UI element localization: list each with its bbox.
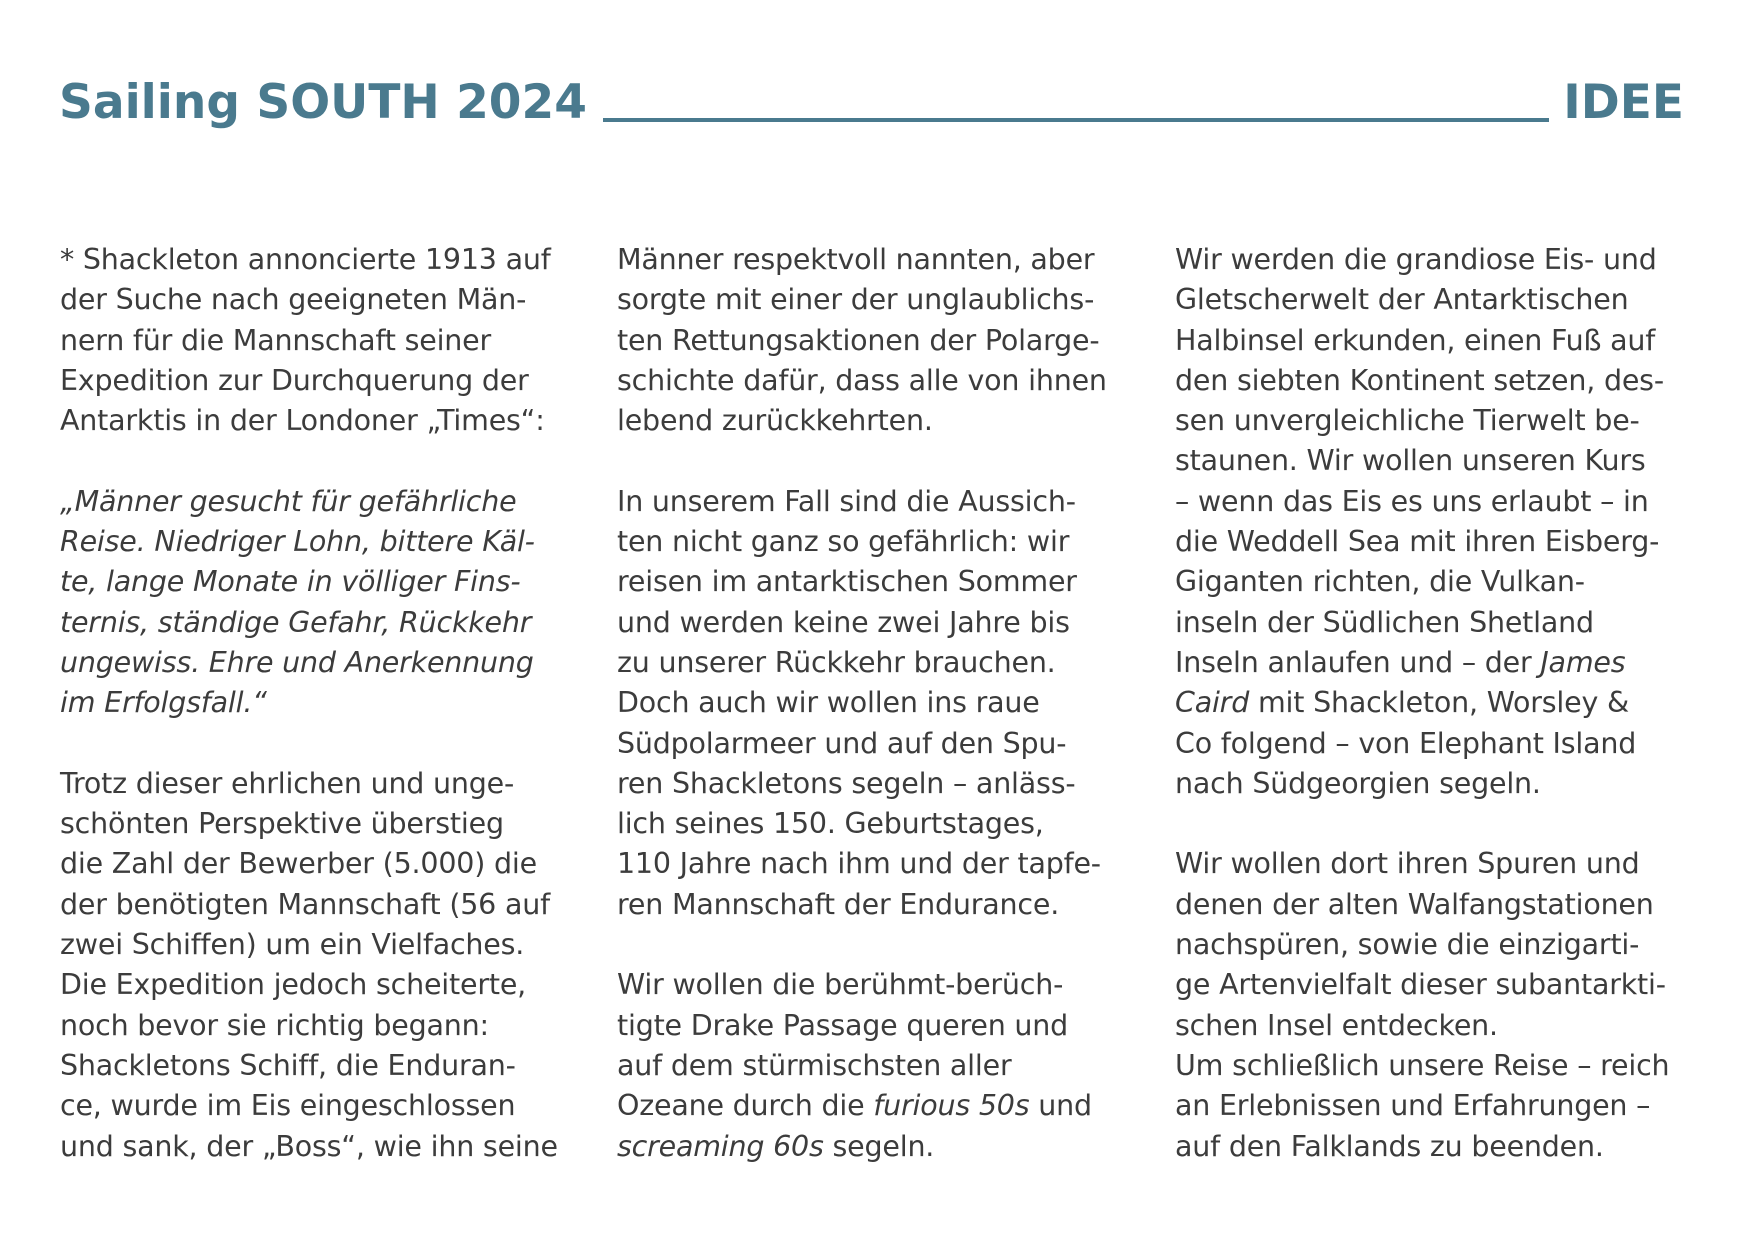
text-line [617,885,1157,925]
text-line [1175,1046,1715,1086]
text-segment: und [1029,1089,1092,1123]
text-segment: zwei Schiffen) um ein Vielfaches. [60,928,525,962]
text-segment: Um schließlich unsere Reise – reich [1175,1048,1670,1082]
paragraph-gap [60,724,600,764]
text-line [617,764,1157,804]
text-line [1175,683,1715,723]
text-segment: lich seines 150. Geburtstages, [617,807,1044,841]
text-segment: Doch auch wir wollen ins raue [617,686,1040,720]
text-line [1175,643,1715,683]
text-line [60,925,600,965]
paragraph-gap [617,441,1157,481]
text-line [60,764,600,804]
text-segment: ren Shackletons segeln – anläss- [617,766,1076,800]
text-segment: der benötigten Mannschaft (56 auf [60,887,550,921]
text-segment: im Erfolgsfall.“ [60,686,267,720]
paragraph-gap [60,441,600,481]
text-line [1175,441,1715,481]
paragraph [617,965,1157,1166]
text-segment: nern für die Mannschaft seiner [60,323,492,357]
text-column-1 [60,240,600,1167]
text-segment: nach Südgeorgien segeln. [1175,766,1541,800]
text-line [1175,1086,1715,1126]
text-line [617,522,1157,562]
text-segment: die Weddell Sea mit ihren Eisberg- [1175,525,1660,559]
text-segment: Südpolarmeer und auf den Spu- [617,726,1067,760]
paragraph-gap [1175,804,1715,844]
text-segment: schönten Perspektive überstieg [60,807,504,841]
text-line [617,724,1157,764]
text-line [60,683,600,723]
text-segment: Shackletons Schiff, die Enduran- [60,1048,516,1082]
text-segment: und werden keine zwei Jahre bis [617,605,1070,639]
text-line [60,482,600,522]
text-line [617,603,1157,643]
text-columns [60,240,1700,1180]
text-line [60,562,600,602]
text-segment: ungewiss. Ehre und Anerkennung [60,645,534,679]
text-line [60,240,600,280]
text-line [60,804,600,844]
text-line [617,804,1157,844]
text-segment: sorgte mit einer der unglaublichs- [617,283,1095,317]
text-segment: inseln der Südlichen Shetland [1175,605,1594,639]
text-segment: ren Mannschaft der Endurance. [617,887,1060,921]
paragraph [617,240,1157,441]
paragraph [1175,844,1715,1166]
text-line [1175,965,1715,1005]
italic-text: James [1540,645,1626,679]
text-segment: schichte dafür, dass alle von ihnen [617,363,1107,397]
text-line [617,321,1157,361]
text-line [1175,764,1715,804]
text-line [617,965,1157,1005]
text-segment: nachspüren, sowie die einzigarti- [1175,928,1640,962]
text-line [617,643,1157,683]
text-segment: Wir werden die grandiose Eis- und [1175,243,1657,276]
text-segment: „Männer gesucht für gefährliche [60,484,517,518]
text-line [1175,280,1715,320]
text-segment: lebend zurückkehrten. [617,404,933,438]
text-line [60,1046,600,1086]
text-segment: ternis, ständige Gefahr, Rückkehr [60,605,532,639]
text-segment: In unserem Fall sind die Aussich- [617,484,1076,518]
text-line [1175,482,1715,522]
text-segment: segeln. [823,1129,935,1163]
text-line [617,1046,1157,1086]
text-line [617,401,1157,441]
text-line [60,401,600,441]
text-line [60,1006,600,1046]
text-segment: Ozeane durch die [617,1089,874,1123]
paragraph [60,240,600,441]
text-line [60,522,600,562]
text-line [1175,401,1715,441]
text-segment: auf den Falklands zu beenden. [1175,1129,1604,1163]
text-line [1175,603,1715,643]
text-line [60,1127,600,1167]
text-line [1175,562,1715,602]
text-segment: Wir wollen die berühmt-berüch- [617,968,1064,1002]
text-line [1175,1127,1715,1167]
text-line [617,1086,1157,1126]
text-line [60,280,600,320]
text-segment: Trotz dieser ehrlichen und unge- [60,766,515,800]
text-segment: * Shackleton annoncierte 1913 auf [60,243,551,276]
text-segment: tigte Drake Passage queren und [617,1008,1069,1042]
text-line [617,562,1157,602]
text-segment: noch bevor sie richtig begann: [60,1008,489,1042]
text-line [1175,1006,1715,1046]
text-segment: ge Artenvielfalt dieser subantarkti- [1175,968,1666,1002]
text-line [60,321,600,361]
text-segment: ten nicht ganz so gefährlich: wir [617,525,1070,559]
text-segment: auf dem stürmischsten aller [617,1048,1012,1082]
text-segment: reisen im antarktischen Sommer [617,565,1077,599]
text-line [1175,885,1715,925]
text-line [617,1006,1157,1046]
text-line [1175,321,1715,361]
text-segment: zu unserer Rückkehr brauchen. [617,645,1056,679]
text-line [617,1127,1157,1167]
text-line [60,965,600,1005]
text-segment: mit Shackleton, Worsley & [1249,686,1630,720]
text-segment: Inseln anlaufen und – der [1175,645,1541,679]
text-segment: sen unvergleichliche Tierwelt be- [1175,404,1640,438]
page-title: Sailing SOUTH 2024 [59,75,587,130]
text-line [60,844,600,884]
text-segment: und sank, der „Boss“, wie ihn seine [60,1129,558,1163]
text-segment: Giganten richten, die Vulkan- [1175,565,1585,599]
text-segment: die Zahl der Bewerber (5.000) die [60,847,537,881]
text-line [1175,240,1715,280]
text-segment: Expedition zur Durchquerung der [60,363,529,397]
text-line [617,844,1157,884]
text-segment: Gletscherwelt der Antarktischen [1175,283,1629,317]
italic-text: Caird [1175,686,1250,720]
text-line [60,603,600,643]
section-label: IDEE [1563,75,1684,130]
text-segment: Die Expedition jedoch scheiterte, [60,968,527,1002]
text-segment: schen Insel entdecken. [1175,1008,1498,1042]
text-line [60,361,600,401]
text-line [60,885,600,925]
text-line [617,280,1157,320]
italic-text: furious 50s [873,1089,1030,1123]
page-header [59,56,1684,130]
text-line [1175,925,1715,965]
text-line [617,240,1157,280]
text-segment: Wir wollen dort ihren Spuren und [1175,847,1640,881]
paragraph [60,764,600,1167]
text-segment: ce, wurde im Eis eingeschlossen [60,1089,516,1123]
text-segment: Männer respektvoll nannten, aber [617,243,1095,276]
text-column-3 [1175,240,1715,1167]
text-segment: staunen. Wir wollen unseren Kurs [1175,444,1646,478]
text-segment: Antarktis in der Londoner „Times“: [60,404,545,438]
paragraph [617,482,1157,925]
text-segment: Halbinsel erkunden, einen Fuß auf [1175,323,1656,357]
text-line [1175,361,1715,401]
italic-text: screaming 60s [617,1129,824,1163]
paragraph [1175,240,1715,804]
text-segment: der Suche nach geeigneten Män- [60,283,527,317]
text-segment: te, lange Monate in völliger Fins- [60,565,521,599]
text-segment: an Erlebnissen und Erfahrungen – [1175,1089,1651,1123]
text-segment: ten Rettungsaktionen der Polarge- [617,323,1100,357]
text-segment: denen der alten Walfangstationen [1175,887,1654,921]
text-segment: Reise. Niedriger Lohn, bittere Käl- [60,525,535,559]
text-line [60,1086,600,1126]
text-line [1175,844,1715,884]
text-segment: den siebten Kontinent setzen, des- [1175,363,1664,397]
text-segment: – wenn das Eis es uns erlaubt – in [1175,484,1649,518]
quote-paragraph [60,482,600,724]
text-column-2 [617,240,1157,1167]
text-line [1175,724,1715,764]
text-line [1175,522,1715,562]
text-line [60,643,600,683]
text-segment: 110 Jahre nach ihm und der tapfe- [617,847,1101,881]
text-line [617,482,1157,522]
header-rule [603,118,1549,122]
paragraph-gap [617,925,1157,965]
text-line [617,683,1157,723]
text-line [617,361,1157,401]
text-segment: Co folgend – von Elephant Island [1175,726,1637,760]
